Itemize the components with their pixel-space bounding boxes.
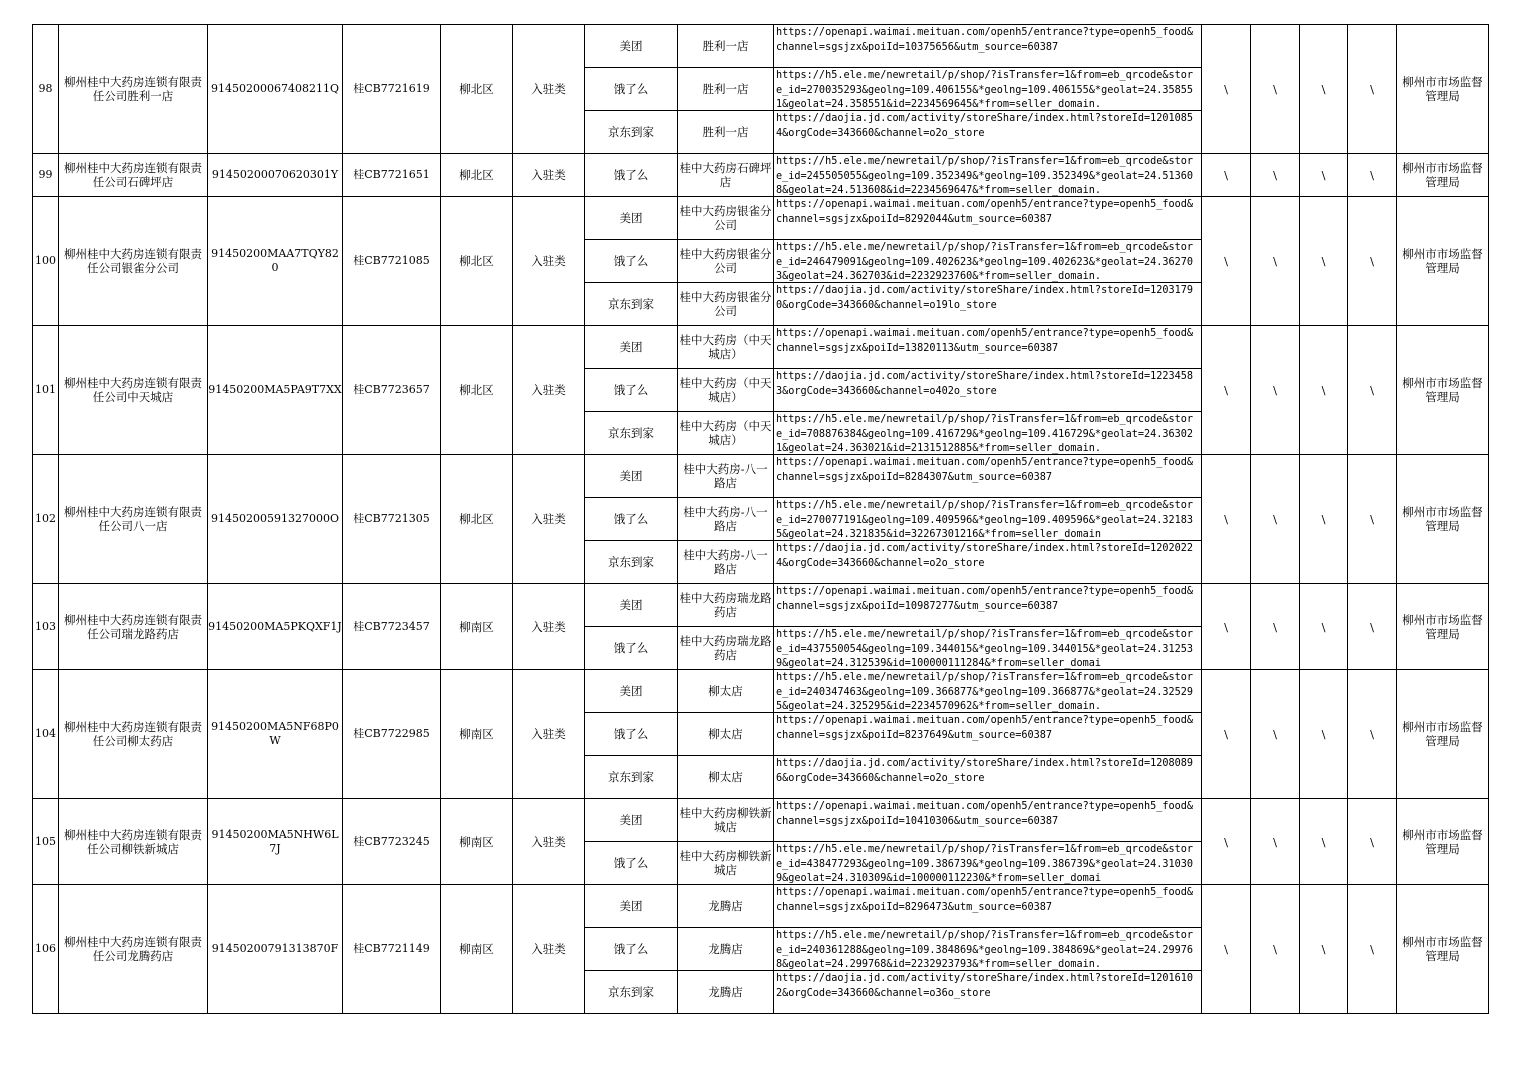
platform-name: 饿了么 bbox=[585, 842, 678, 885]
store-link[interactable]: https://h5.ele.me/newretail/p/shop/?isTransfer=1&from=eb_qrcode&store_id=240347463&geolng=109.366877&*geolng=109.366877&*geolat=24.325295&geolat=24.325295&id=2234570962&*from=seller_domain. bbox=[776, 672, 1194, 712]
credit-code: 91450200MA5NHW6L7J bbox=[208, 799, 343, 885]
platform-store-name: 桂中大药房（中天城店） bbox=[678, 412, 774, 455]
platform-store-name: 桂中大药房银雀分公司 bbox=[678, 283, 774, 326]
row-number: 106 bbox=[33, 885, 59, 1014]
platform-name: 饿了么 bbox=[585, 627, 678, 670]
platform-name: 饿了么 bbox=[585, 369, 678, 412]
row-number: 103 bbox=[33, 584, 59, 670]
blank-field-a: \ bbox=[1202, 197, 1251, 326]
category: 入驻类 bbox=[513, 584, 585, 670]
store-link-cell bbox=[774, 799, 1202, 842]
platform-store-name: 胜利一店 bbox=[678, 68, 774, 111]
platform-name: 京东到家 bbox=[585, 412, 678, 455]
supervising-authority: 柳州市市场监督管理局 bbox=[1397, 799, 1489, 885]
company-name: 柳州桂中大药房连锁有限责任公司龙腾药店 bbox=[59, 885, 208, 1014]
store-link-cell bbox=[774, 842, 1202, 885]
blank-field-d: \ bbox=[1348, 326, 1397, 455]
row-number: 101 bbox=[33, 326, 59, 455]
platform-name: 京东到家 bbox=[585, 756, 678, 799]
platform-name: 饿了么 bbox=[585, 498, 678, 541]
store-link-cell bbox=[774, 240, 1202, 283]
blank-field-b: \ bbox=[1251, 154, 1300, 197]
store-link-cell bbox=[774, 885, 1202, 928]
store-link-cell bbox=[774, 412, 1202, 455]
category: 入驻类 bbox=[513, 670, 585, 799]
license-number: 桂CB7721305 bbox=[343, 455, 441, 584]
store-link-cell bbox=[774, 627, 1202, 670]
credit-code: 91450200MA5PKQXF1J bbox=[208, 584, 343, 670]
table-row bbox=[33, 154, 1489, 197]
store-link[interactable]: https://daojia.jd.com/activity/storeShare/index.html?storeId=12016102&orgCode=343660&channel=o36o_store bbox=[776, 973, 1194, 999]
row-number: 99 bbox=[33, 154, 59, 197]
credit-code: 91450200070620301Y bbox=[208, 154, 343, 197]
platform-store-name: 桂中大药房柳铁新城店 bbox=[678, 799, 774, 842]
store-link[interactable]: https://h5.ele.me/newretail/p/shop/?isTransfer=1&from=eb_qrcode&store_id=270035293&geolng=109.406155&*geolng=109.406155&*geolat=24.358551&geolat=24.358551&id=2234569645&*from=seller_domain. bbox=[776, 70, 1194, 110]
store-link[interactable]: https://h5.ele.me/newretail/p/shop/?isTransfer=1&from=eb_qrcode&store_id=240361288&geolng=109.384869&*geolng=109.384869&*geolat=24.299768&geolat=24.299768&id=2232923793&*from=seller_domain. bbox=[776, 930, 1194, 970]
platform-name: 美团 bbox=[585, 326, 678, 369]
store-link-cell bbox=[774, 756, 1202, 799]
platform-name: 饿了么 bbox=[585, 154, 678, 197]
store-link[interactable]: https://daojia.jd.com/activity/storeShare/index.html?storeId=12010854&orgCode=343660&channel=o2o_store bbox=[776, 113, 1194, 139]
store-link-cell bbox=[774, 541, 1202, 584]
platform-name: 美团 bbox=[585, 799, 678, 842]
blank-field-b: \ bbox=[1251, 25, 1300, 154]
blank-field-c: \ bbox=[1300, 326, 1348, 455]
platform-name: 美团 bbox=[585, 584, 678, 627]
district: 柳北区 bbox=[441, 154, 513, 197]
blank-field-d: \ bbox=[1348, 584, 1397, 670]
blank-field-d: \ bbox=[1348, 197, 1397, 326]
blank-field-a: \ bbox=[1202, 799, 1251, 885]
platform-store-name: 柳太店 bbox=[678, 670, 774, 713]
category: 入驻类 bbox=[513, 25, 585, 154]
platform-name: 饿了么 bbox=[585, 240, 678, 283]
store-link[interactable]: https://h5.ele.me/newretail/p/shop/?isTransfer=1&from=eb_qrcode&store_id=246479091&geolng=109.402623&*geolng=109.402623&*geolat=24.362703&geolat=24.362703&id=2232923760&*from=seller_domain. bbox=[776, 242, 1194, 282]
table-row bbox=[33, 326, 1489, 369]
company-name: 柳州桂中大药房连锁有限责任公司柳铁新城店 bbox=[59, 799, 208, 885]
credit-code: 91450200591327000O bbox=[208, 455, 343, 584]
store-link-cell bbox=[774, 584, 1202, 627]
blank-field-a: \ bbox=[1202, 584, 1251, 670]
row-number: 98 bbox=[33, 25, 59, 154]
table-row bbox=[33, 670, 1489, 713]
blank-field-a: \ bbox=[1202, 885, 1251, 1014]
supervising-authority: 柳州市市场监督管理局 bbox=[1397, 455, 1489, 584]
store-link[interactable]: https://openapi.waimai.meituan.com/openh5/entrance?type=openh5_food&channel=sgsjzx&poiId=10375656&utm_source=60387 bbox=[776, 27, 1194, 53]
store-link[interactable]: https://h5.ele.me/newretail/p/shop/?isTransfer=1&from=eb_qrcode&store_id=245505055&geolng=109.352349&*geolng=109.352349&*geolat=24.513608&geolat=24.513608&id=2234569647&*from=seller_domain. bbox=[776, 156, 1194, 196]
blank-field-a: \ bbox=[1202, 25, 1251, 154]
supervising-authority: 柳州市市场监督管理局 bbox=[1397, 197, 1489, 326]
store-link[interactable]: https://h5.ele.me/newretail/p/shop/?isTransfer=1&from=eb_qrcode&store_id=437550054&geolng=109.344015&*geolng=109.344015&*geolat=24.312539&geolat=24.312539&id=100000111284&*from=seller_domai bbox=[776, 629, 1194, 669]
store-link-cell bbox=[774, 455, 1202, 498]
category: 入驻类 bbox=[513, 326, 585, 455]
platform-store-name: 桂中大药房-八一路店 bbox=[678, 455, 774, 498]
blank-field-d: \ bbox=[1348, 670, 1397, 799]
blank-field-d: \ bbox=[1348, 799, 1397, 885]
platform-store-name: 桂中大药房（中天城店） bbox=[678, 326, 774, 369]
platform-store-name: 桂中大药房石碑坪店 bbox=[678, 154, 774, 197]
row-number: 100 bbox=[33, 197, 59, 326]
license-number: 桂CB7721085 bbox=[343, 197, 441, 326]
license-number: 桂CB7721619 bbox=[343, 25, 441, 154]
blank-field-a: \ bbox=[1202, 455, 1251, 584]
platform-name: 京东到家 bbox=[585, 971, 678, 1014]
store-link-cell bbox=[774, 283, 1202, 326]
company-name: 柳州桂中大药房连锁有限责任公司胜利一店 bbox=[59, 25, 208, 154]
platform-store-name: 柳太店 bbox=[678, 756, 774, 799]
blank-field-d: \ bbox=[1348, 885, 1397, 1014]
blank-field-b: \ bbox=[1251, 670, 1300, 799]
district: 柳南区 bbox=[441, 885, 513, 1014]
store-link[interactable]: https://openapi.waimai.meituan.com/openh5/entrance?type=openh5_food&channel=sgsjzx&poiId=8292044&utm_source=60387 bbox=[776, 199, 1194, 225]
district: 柳北区 bbox=[441, 197, 513, 326]
platform-name: 美团 bbox=[585, 885, 678, 928]
platform-store-name: 柳太店 bbox=[678, 713, 774, 756]
store-link-cell bbox=[774, 928, 1202, 971]
blank-field-d: \ bbox=[1348, 25, 1397, 154]
store-link[interactable]: https://daojia.jd.com/activity/storeShare/index.html?storeId=12234583&orgCode=343660&channel=o402o_store bbox=[776, 371, 1194, 397]
blank-field-a: \ bbox=[1202, 326, 1251, 455]
platform-name: 饿了么 bbox=[585, 928, 678, 971]
credit-code: 91450200MA5NF68P0W bbox=[208, 670, 343, 799]
store-link[interactable]: https://daojia.jd.com/activity/storeShare/index.html?storeId=12031790&orgCode=343660&channel=o19lo_store bbox=[776, 285, 1194, 311]
row-number: 105 bbox=[33, 799, 59, 885]
records-table bbox=[32, 24, 1489, 1014]
store-link-cell bbox=[774, 25, 1202, 68]
store-link[interactable]: https://h5.ele.me/newretail/p/shop/?isTransfer=1&from=eb_qrcode&store_id=438477293&geolng=109.386739&*geolng=109.386739&*geolat=24.310309&geolat=24.310309&id=100000112230&*from=seller_domai bbox=[776, 844, 1194, 884]
blank-field-b: \ bbox=[1251, 455, 1300, 584]
credit-code: 91450200067408211Q bbox=[208, 25, 343, 154]
license-number: 桂CB7721651 bbox=[343, 154, 441, 197]
category: 入驻类 bbox=[513, 197, 585, 326]
category: 入驻类 bbox=[513, 885, 585, 1014]
supervising-authority: 柳州市市场监督管理局 bbox=[1397, 584, 1489, 670]
platform-name: 美团 bbox=[585, 670, 678, 713]
platform-name: 饿了么 bbox=[585, 713, 678, 756]
license-number: 桂CB7723657 bbox=[343, 326, 441, 455]
blank-field-c: \ bbox=[1300, 154, 1348, 197]
blank-field-c: \ bbox=[1300, 799, 1348, 885]
district: 柳北区 bbox=[441, 25, 513, 154]
supervising-authority: 柳州市市场监督管理局 bbox=[1397, 670, 1489, 799]
platform-name: 美团 bbox=[585, 197, 678, 240]
blank-field-c: \ bbox=[1300, 197, 1348, 326]
district: 柳南区 bbox=[441, 670, 513, 799]
store-link-cell bbox=[774, 326, 1202, 369]
records-table-body bbox=[33, 25, 1489, 1014]
table-row bbox=[33, 799, 1489, 842]
blank-field-a: \ bbox=[1202, 154, 1251, 197]
store-link[interactable]: https://daojia.jd.com/activity/storeShare/index.html?storeId=12020224&orgCode=343660&channel=o2o_store bbox=[776, 543, 1194, 569]
license-number: 桂CB7721149 bbox=[343, 885, 441, 1014]
category: 入驻类 bbox=[513, 154, 585, 197]
company-name: 柳州桂中大药房连锁有限责任公司柳太药店 bbox=[59, 670, 208, 799]
platform-name: 京东到家 bbox=[585, 541, 678, 584]
category: 入驻类 bbox=[513, 455, 585, 584]
supervising-authority: 柳州市市场监督管理局 bbox=[1397, 25, 1489, 154]
platform-store-name: 龙腾店 bbox=[678, 928, 774, 971]
platform-store-name: 桂中大药房-八一路店 bbox=[678, 498, 774, 541]
blank-field-b: \ bbox=[1251, 885, 1300, 1014]
company-name: 柳州桂中大药房连锁有限责任公司八一店 bbox=[59, 455, 208, 584]
district: 柳南区 bbox=[441, 584, 513, 670]
platform-name: 饿了么 bbox=[585, 68, 678, 111]
category: 入驻类 bbox=[513, 799, 585, 885]
platform-store-name: 龙腾店 bbox=[678, 885, 774, 928]
blank-field-c: \ bbox=[1300, 670, 1348, 799]
platform-store-name: 桂中大药房（中天城店） bbox=[678, 369, 774, 412]
store-link[interactable]: https://daojia.jd.com/activity/storeShare/index.html?storeId=12080896&orgCode=343660&channel=o2o_store bbox=[776, 758, 1194, 784]
platform-name: 京东到家 bbox=[585, 283, 678, 326]
company-name: 柳州桂中大药房连锁有限责任公司银雀分公司 bbox=[59, 197, 208, 326]
platform-store-name: 胜利一店 bbox=[678, 25, 774, 68]
platform-store-name: 桂中大药房银雀分公司 bbox=[678, 240, 774, 283]
store-link[interactable]: https://openapi.waimai.meituan.com/openh5/entrance?type=openh5_food&channel=sgsjzx&poiId=8237649&utm_source=60387 bbox=[776, 715, 1194, 741]
blank-field-c: \ bbox=[1300, 25, 1348, 154]
blank-field-b: \ bbox=[1251, 197, 1300, 326]
store-link[interactable]: https://openapi.waimai.meituan.com/openh5/entrance?type=openh5_food&channel=sgsjzx&poiId=10410306&utm_source=60387 bbox=[776, 801, 1194, 827]
supervising-authority: 柳州市市场监督管理局 bbox=[1397, 154, 1489, 197]
platform-store-name: 桂中大药房-八一路店 bbox=[678, 541, 774, 584]
store-link-cell bbox=[774, 111, 1202, 154]
table-row bbox=[33, 25, 1489, 68]
platform-name: 美团 bbox=[585, 25, 678, 68]
blank-field-b: \ bbox=[1251, 584, 1300, 670]
credit-code: 91450200MAA7TQY820 bbox=[208, 197, 343, 326]
table-row bbox=[33, 197, 1489, 240]
license-number: 桂CB7723457 bbox=[343, 584, 441, 670]
store-link[interactable]: https://openapi.waimai.meituan.com/openh5/entrance?type=openh5_food&channel=sgsjzx&poiId=13820113&utm_source=60387 bbox=[776, 328, 1194, 354]
credit-code: 91450200791313870F bbox=[208, 885, 343, 1014]
blank-field-d: \ bbox=[1348, 455, 1397, 584]
platform-store-name: 桂中大药房银雀分公司 bbox=[678, 197, 774, 240]
credit-code: 91450200MA5PA9T7XX bbox=[208, 326, 343, 455]
blank-field-a: \ bbox=[1202, 670, 1251, 799]
store-link-cell bbox=[774, 670, 1202, 713]
store-link-cell bbox=[774, 197, 1202, 240]
blank-field-d: \ bbox=[1348, 154, 1397, 197]
blank-field-b: \ bbox=[1251, 326, 1300, 455]
table-row bbox=[33, 584, 1489, 627]
table-row bbox=[33, 885, 1489, 928]
license-number: 桂CB7723245 bbox=[343, 799, 441, 885]
platform-store-name: 桂中大药房柳铁新城店 bbox=[678, 842, 774, 885]
company-name: 柳州桂中大药房连锁有限责任公司石碑坪店 bbox=[59, 154, 208, 197]
blank-field-c: \ bbox=[1300, 885, 1348, 1014]
blank-field-b: \ bbox=[1251, 799, 1300, 885]
license-number: 桂CB7722985 bbox=[343, 670, 441, 799]
store-link[interactable]: https://openapi.waimai.meituan.com/openh5/entrance?type=openh5_food&channel=sgsjzx&poiId=8296473&utm_source=60387 bbox=[776, 887, 1194, 913]
store-link[interactable]: https://h5.ele.me/newretail/p/shop/?isTransfer=1&from=eb_qrcode&store_id=708876384&geolng=109.416729&*geolng=109.416729&*geolat=24.363021&geolat=24.363021&id=2131512885&*from=seller_domain. bbox=[776, 414, 1194, 454]
row-number: 102 bbox=[33, 455, 59, 584]
blank-field-c: \ bbox=[1300, 584, 1348, 670]
platform-store-name: 桂中大药房瑞龙路药店 bbox=[678, 627, 774, 670]
platform-store-name: 桂中大药房瑞龙路药店 bbox=[678, 584, 774, 627]
district: 柳南区 bbox=[441, 799, 513, 885]
store-link-cell bbox=[774, 369, 1202, 412]
platform-store-name: 胜利一店 bbox=[678, 111, 774, 154]
row-number: 104 bbox=[33, 670, 59, 799]
platform-name: 美团 bbox=[585, 455, 678, 498]
blank-field-c: \ bbox=[1300, 455, 1348, 584]
district: 柳北区 bbox=[441, 455, 513, 584]
store-link[interactable]: https://h5.ele.me/newretail/p/shop/?isTransfer=1&from=eb_qrcode&store_id=270077191&geolng=109.409596&*geolng=109.409596&*geolat=24.321835&geolat=24.321835&id=32267301216&*from=seller_domain bbox=[776, 500, 1194, 540]
store-link-cell bbox=[774, 971, 1202, 1014]
supervising-authority: 柳州市市场监督管理局 bbox=[1397, 326, 1489, 455]
table-row bbox=[33, 455, 1489, 498]
store-link[interactable]: https://openapi.waimai.meituan.com/openh5/entrance?type=openh5_food&channel=sgsjzx&poiId=8284307&utm_source=60387 bbox=[776, 457, 1194, 483]
company-name: 柳州桂中大药房连锁有限责任公司中天城店 bbox=[59, 326, 208, 455]
district: 柳北区 bbox=[441, 326, 513, 455]
store-link-cell bbox=[774, 68, 1202, 111]
store-link-cell bbox=[774, 154, 1202, 197]
company-name: 柳州桂中大药房连锁有限责任公司瑞龙路药店 bbox=[59, 584, 208, 670]
store-link-cell bbox=[774, 713, 1202, 756]
store-link-cell bbox=[774, 498, 1202, 541]
platform-name: 京东到家 bbox=[585, 111, 678, 154]
store-link[interactable]: https://openapi.waimai.meituan.com/openh5/entrance?type=openh5_food&channel=sgsjzx&poiId=10987277&utm_source=60387 bbox=[776, 586, 1194, 612]
platform-store-name: 龙腾店 bbox=[678, 971, 774, 1014]
supervising-authority: 柳州市市场监督管理局 bbox=[1397, 885, 1489, 1014]
